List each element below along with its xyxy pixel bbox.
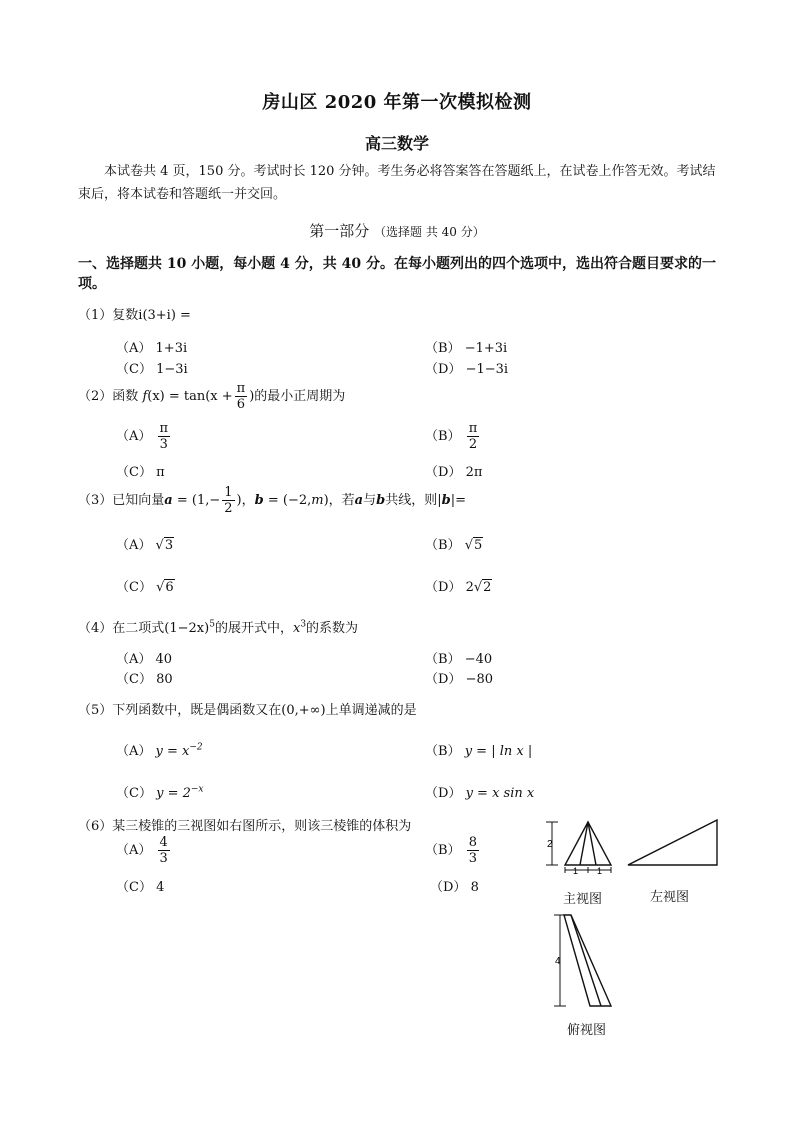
radicand: 5 [474,538,483,553]
q5-option-a [116,740,203,759]
option-letter: （D） [425,786,462,801]
option-letter: （C） [116,465,152,480]
question-4 [78,617,358,636]
question-number: （4） [78,621,113,636]
fraction [222,486,234,515]
option-value: −1+3i [464,341,508,356]
q4-option-c [116,668,173,687]
option-letter: （B） [425,341,461,356]
base-dimension [565,867,611,873]
option-letter: （C） [116,362,152,377]
sqrt: √5 [464,538,483,553]
denominator: 3 [468,851,477,866]
option-value: 40 [155,652,173,667]
question-2 [78,382,345,411]
q3-option-c [116,576,175,595]
dim-base1: 1 [573,866,579,876]
option-letter: （D） [425,580,462,595]
fraction [158,422,171,451]
variable-symbol: m [311,493,324,508]
option-letter: （A） [116,341,152,356]
question-text: 的展开式中， [214,621,293,636]
q1-option-d [425,358,508,377]
q6-option-b [425,836,481,865]
numerator: 1 [224,485,233,500]
fraction [467,422,480,451]
front-view [565,822,611,865]
numerator: π [159,421,169,436]
question-number: （3） [78,493,113,508]
question-text: (x) = tan(x + [147,389,233,404]
option-letter: （A） [116,429,152,444]
option-value: y = x sin x [465,786,535,801]
question-text: ， [241,493,255,508]
question-text: 函数 [112,389,139,404]
sqrt: √3 [155,538,174,553]
vector-symbol: a [354,493,364,508]
option-letter: （D） [430,880,467,895]
sqrt: √6 [156,580,174,595]
q1-option-c [116,358,188,377]
q3-option-b [425,534,483,553]
option-value: −80 [465,672,494,687]
function-symbol: f [142,389,148,404]
option-value: 1−3i [156,362,188,377]
option-value: 4 [156,880,165,895]
question-text: 下列函数中，既是偶函数又在 [112,703,282,718]
question-text: 与 [363,493,377,508]
top-view-outline [564,915,611,1006]
option-letter: （B） [425,843,461,858]
denominator: 3 [159,851,168,866]
option-letter: （D） [425,362,462,377]
top-view-label: 俯视图 [567,1022,607,1037]
side-view-label: 左视图 [650,889,690,904]
section-heading: 一、选择题共 10 小题，每小题 4 分，共 40 分。在每小题列出的四个选项中，选出符合题目要求的一项。 [78,256,716,292]
option-letter: （C） [116,672,152,687]
question-stem: 复数i(3+i) = [112,308,191,323]
dim-height: 2 [547,839,553,850]
option-value: y = | ln x | [464,744,533,759]
vector-symbol: b [376,493,386,508]
q4-option-a [116,648,172,667]
q1-option-b [425,337,507,356]
option-value: π [156,465,165,480]
option-value: 8 [470,880,479,895]
top-view [564,915,611,1006]
question-3 [78,486,466,515]
q2-option-a [116,422,172,451]
question-number: （1） [78,308,113,323]
question-text: 的系数为 [306,621,359,636]
exponent: 5 [209,619,215,630]
question-text: |= [450,493,466,508]
question-6 [78,815,411,834]
exam-title: 房山区 2020 年第一次模拟检测 [262,92,532,113]
question-text: 已知向量 [112,493,165,508]
part-note: （选择题 共 40 分） [374,225,485,239]
interval: (0,+∞) [281,703,326,718]
part-heading [0,220,794,241]
dim-depth: 4 [555,956,561,967]
radicand: 3 [164,538,174,553]
option-letter: （D） [425,465,462,480]
option-value: 1+3i [155,341,188,356]
q6-option-c [116,876,164,895]
denominator: 6 [236,397,246,412]
question-number: （2） [78,389,113,404]
fraction [158,836,170,865]
option-value: y = 2 [156,786,191,801]
question-text: 在二项式 [112,621,165,636]
radicand: 6 [165,580,174,595]
q6-option-a [116,836,172,865]
q2-option-b [425,422,481,451]
q4-option-b [425,648,492,667]
option-letter: （A） [116,843,152,858]
option-letter: （C） [116,786,152,801]
fraction [235,382,248,411]
option-letter: （B） [425,538,461,553]
question-number: （6） [78,819,113,834]
option-value: y = x [155,744,190,759]
question-stem: 某三棱锥的三视图如右图所示，则该三棱锥的体积为 [112,819,412,834]
sqrt: √2 [473,580,492,595]
three-view-figure [540,812,730,1042]
option-value: −40 [464,652,493,667]
option-value: 2π [465,465,483,480]
question-5 [78,699,417,718]
q2-option-d [425,461,482,480]
numerator: π [236,381,246,396]
numerator: 8 [468,835,477,850]
front-view-label: 主视图 [563,891,603,906]
option-value: 80 [156,672,173,687]
denominator: 3 [159,437,168,452]
denominator: 2 [224,501,233,516]
fraction [467,836,479,865]
option-letter: （C） [116,880,152,895]
question-number: （5） [78,703,113,718]
exponent: −x [190,784,204,795]
q1-option-a [116,337,187,356]
q6-option-d [430,876,479,895]
numerator: π [468,421,478,436]
vector-symbol: a [164,493,173,508]
question-text: = (1,− [172,493,221,508]
q3-option-d [425,576,492,595]
q5-option-b [425,740,532,759]
option-letter: （B） [425,429,461,444]
q5-option-c [116,782,204,801]
q5-option-d [425,782,534,801]
side-view-outline [628,820,717,865]
option-letter: （C） [116,580,152,595]
question-1 [78,304,191,323]
vector-symbol: b [441,493,451,508]
option-letter: （A） [116,652,152,667]
radicand: 2 [483,580,492,595]
exponent: 3 [300,619,307,630]
denominator: 2 [468,437,478,452]
q4-option-d [425,668,493,687]
option-letter: （A） [116,744,152,759]
coefficient: 2 [465,580,474,595]
question-text: 上单调递减的是 [325,703,417,718]
question-text: ) [236,493,242,508]
variable-symbol: x [292,621,301,636]
expression: (1−2x) [164,621,210,636]
q3-option-a [116,534,174,553]
option-letter: （B） [425,652,461,667]
numerator: 4 [159,835,168,850]
question-text: )的最小正周期为 [249,389,346,404]
option-letter: （D） [425,672,462,687]
option-value: −1−3i [465,362,509,377]
q2-option-c [116,461,165,480]
part-label: 第一部分 [309,222,370,240]
option-letter: （B） [425,744,461,759]
front-view-outline [565,822,611,865]
vector-symbol: b [254,493,264,508]
question-text: = (−2, [263,493,312,508]
question-text: )，若 [323,493,355,508]
exam-instructions: 本试卷共 4 页，150 分。考试时长 120 分钟。考生务必将答案答在答题纸上，在试卷上作答无效。考试结束后，将本试卷和答题纸一并交回。 [78,164,716,202]
option-letter: （A） [116,538,152,553]
exam-subtitle: 高三数学 [364,134,429,153]
question-text: 共线，则| [385,493,442,508]
dim-base2: 1 [597,866,603,876]
exponent: −2 [189,742,203,753]
